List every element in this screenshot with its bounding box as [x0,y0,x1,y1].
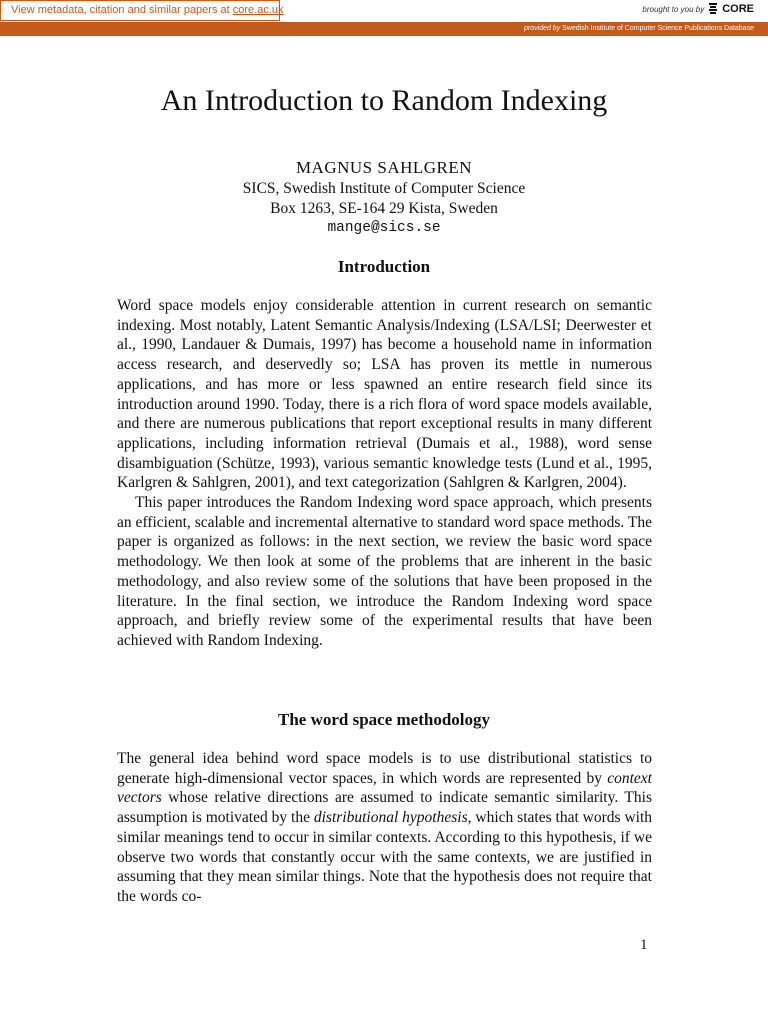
text-run: The general idea behind word space models is to use distributional statistics to generate high-dimensional vector spaces, in which words are represented by [117,750,652,787]
core-link[interactable]: core.ac.uk [232,4,284,16]
core-banner [0,0,768,22]
emphasis-context-vectors: context vectors [117,769,652,807]
core-logo-icon [708,3,718,15]
core-meta-text: View metadata, citation and similar papers at [11,4,233,16]
section-heading-word-space-methodology: The word space methodology [277,710,491,729]
author-address: Box 1263, SE-164 29 Kista, Sweden [270,200,498,217]
text-run: whose relative directions are assumed to indicate semantic similarity. This assumption is motivated by the [117,789,652,827]
author-name: MAGNUS SAHLGREN [295,158,473,177]
paragraph: Word space models enjoy considerable attention in current research on semantic indexing. Most notably, Latent Semantic Analysis/Indexing (LSA/LSI; Deerwester et al., 1990, Landauer & Dumais, 1997) has become a household name in information access research, and deservedly so; LSA has proven its mettle in numerous applications, and has more or less spawned an entire research field since its introduction around 1990. Today, there is a rich flora of word space models available, and there are numerous publications that report exceptional results in many different applications, including information retrieval (Dumais et al., 1988), word sense disambiguation (Schütze, 1993), various semantic knowledge tests (Lund et al., 1995, Karlgren & Sahlgren, 2001), and text categorization (Sahlgren & Karlgren, 2004). [117,297,652,492]
page-number: 1 [640,937,648,953]
author-affiliation: SICS, Swedish Institute of Computer Science [242,180,526,197]
core-logo-text: CORE [722,3,754,15]
provided-source: Swedish Institute of Computer Science Publications Database [560,25,754,32]
provided-by-text[interactable] [524,22,754,36]
core-brand[interactable] [642,3,754,15]
paper-title: An Introduction to Random Indexing [160,84,608,117]
provided-label: provided by [524,25,561,32]
paragraph: This paper introduces the Random Indexing word space approach, which presents an efficient, scalable and incremental alternative to standard word space methods. The paper is organized as follows: in the next section, we review the basic word space methodology. We then look at some of the problems that are inherent in the basic methodology, and also review some of the solutions that have been proposed in the literature. In the final section, we introduce the Random Indexing word space approach, and briefly review some of the experimental results that have been achieved with Random Indexing. [117,494,652,649]
section-body-introduction [117,296,652,651]
brought-by-text: brought to you by [642,4,705,14]
emphasis-distributional-hypothesis: distributional hypothesis [313,809,468,827]
core-metadata-box[interactable] [0,0,284,21]
text-run: , which states that words with similar meanings tend to occur in similar contexts. According to this hypothesis, if we observe two words that constantly occur with the same contexts, we are justified in assuming that they mean similar things. Note that the hypothesis does not require that the words co- [117,809,652,905]
author-email: mange@sics.se [327,220,441,236]
paragraph [117,749,652,907]
section-body-word-space-methodology [117,749,652,907]
section-heading-introduction: Introduction [337,257,431,276]
